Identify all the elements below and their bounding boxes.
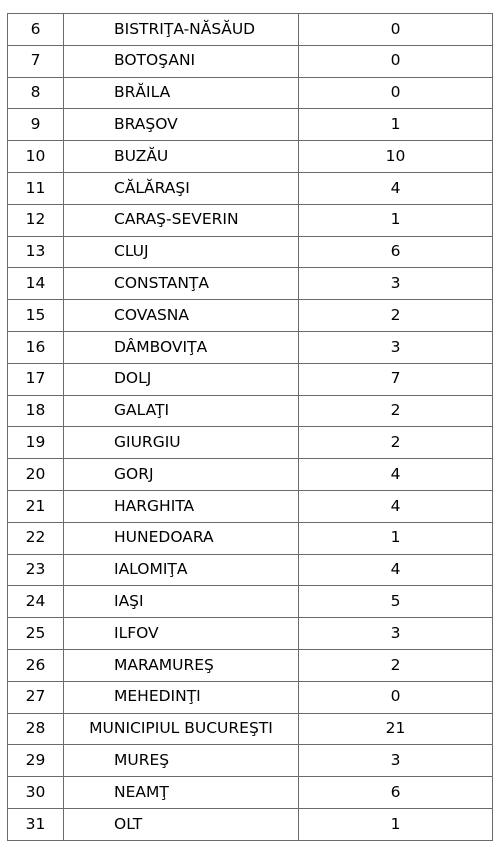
table-row (8, 300, 493, 332)
row-number: 7 (8, 45, 64, 77)
county-value: 3 (299, 618, 493, 650)
table-row (8, 745, 493, 777)
county-name: GIURGIU (64, 427, 299, 459)
row-number: 26 (8, 649, 64, 681)
county-name: MUNICIPIUL BUCUREŞTI (64, 713, 299, 745)
table-row (8, 141, 493, 173)
county-value: 0 (299, 45, 493, 77)
row-number: 22 (8, 522, 64, 554)
row-number: 30 (8, 777, 64, 809)
row-number: 19 (8, 427, 64, 459)
county-name: GALAŢI (64, 395, 299, 427)
county-name: BOTOŞANI (64, 45, 299, 77)
county-name: BRAŞOV (64, 109, 299, 141)
county-name: CONSTANŢA (64, 268, 299, 300)
county-value: 7 (299, 363, 493, 395)
row-number: 11 (8, 172, 64, 204)
table-row (8, 204, 493, 236)
table-row (8, 618, 493, 650)
row-number: 16 (8, 331, 64, 363)
county-name: HARGHITA (64, 490, 299, 522)
county-value: 4 (299, 172, 493, 204)
table-row (8, 713, 493, 745)
county-value: 5 (299, 586, 493, 618)
county-value: 2 (299, 395, 493, 427)
county-value: 6 (299, 777, 493, 809)
row-number: 10 (8, 141, 64, 173)
row-number: 13 (8, 236, 64, 268)
table-row (8, 427, 493, 459)
county-name: HUNEDOARA (64, 522, 299, 554)
county-value: 6 (299, 236, 493, 268)
row-number: 24 (8, 586, 64, 618)
row-number: 28 (8, 713, 64, 745)
county-value: 1 (299, 204, 493, 236)
row-number: 15 (8, 300, 64, 332)
county-value: 3 (299, 331, 493, 363)
table-row (8, 236, 493, 268)
county-name: ILFOV (64, 618, 299, 650)
county-name: IAŞI (64, 586, 299, 618)
county-name: BRĂILA (64, 77, 299, 109)
county-value: 4 (299, 554, 493, 586)
row-number: 29 (8, 745, 64, 777)
county-table-body (8, 14, 493, 841)
county-value: 0 (299, 77, 493, 109)
county-value: 4 (299, 459, 493, 491)
table-row (8, 77, 493, 109)
table-row (8, 522, 493, 554)
row-number: 21 (8, 490, 64, 522)
county-name: DÂMBOVIŢA (64, 331, 299, 363)
row-number: 20 (8, 459, 64, 491)
table-row (8, 459, 493, 491)
county-name: MUREŞ (64, 745, 299, 777)
county-name: CARAŞ-SEVERIN (64, 204, 299, 236)
row-number: 9 (8, 109, 64, 141)
table-row (8, 331, 493, 363)
county-value: 0 (299, 14, 493, 46)
table-row (8, 172, 493, 204)
row-number: 8 (8, 77, 64, 109)
county-name: COVASNA (64, 300, 299, 332)
table-row (8, 14, 493, 46)
table-row (8, 268, 493, 300)
county-name: MARAMUREŞ (64, 649, 299, 681)
table-row (8, 395, 493, 427)
county-name: MEHEDINŢI (64, 681, 299, 713)
county-name: DOLJ (64, 363, 299, 395)
table-row (8, 363, 493, 395)
county-value: 2 (299, 427, 493, 459)
county-name: BISTRIŢA-NĂSĂUD (64, 14, 299, 46)
table-row (8, 777, 493, 809)
table-row (8, 586, 493, 618)
county-value: 1 (299, 109, 493, 141)
table-row (8, 649, 493, 681)
county-name: CLUJ (64, 236, 299, 268)
table-row (8, 490, 493, 522)
row-number: 18 (8, 395, 64, 427)
county-value: 10 (299, 141, 493, 173)
table-row (8, 109, 493, 141)
row-number: 25 (8, 618, 64, 650)
table-row (8, 554, 493, 586)
table-row (8, 808, 493, 840)
row-number: 31 (8, 808, 64, 840)
county-name: IALOMIŢA (64, 554, 299, 586)
row-number: 23 (8, 554, 64, 586)
county-name: GORJ (64, 459, 299, 491)
county-value: 3 (299, 268, 493, 300)
county-value: 21 (299, 713, 493, 745)
county-value: 2 (299, 649, 493, 681)
row-number: 6 (8, 14, 64, 46)
row-number: 27 (8, 681, 64, 713)
county-value: 4 (299, 490, 493, 522)
county-name: OLT (64, 808, 299, 840)
county-name: BUZĂU (64, 141, 299, 173)
row-number: 12 (8, 204, 64, 236)
table-row (8, 45, 493, 77)
county-name: NEAMŢ (64, 777, 299, 809)
row-number: 17 (8, 363, 64, 395)
row-number: 14 (8, 268, 64, 300)
county-value: 1 (299, 522, 493, 554)
county-name: CĂLĂRAŞI (64, 172, 299, 204)
county-table (7, 13, 493, 841)
county-value: 2 (299, 300, 493, 332)
county-value: 0 (299, 681, 493, 713)
county-value: 3 (299, 745, 493, 777)
table-row (8, 681, 493, 713)
county-value: 1 (299, 808, 493, 840)
